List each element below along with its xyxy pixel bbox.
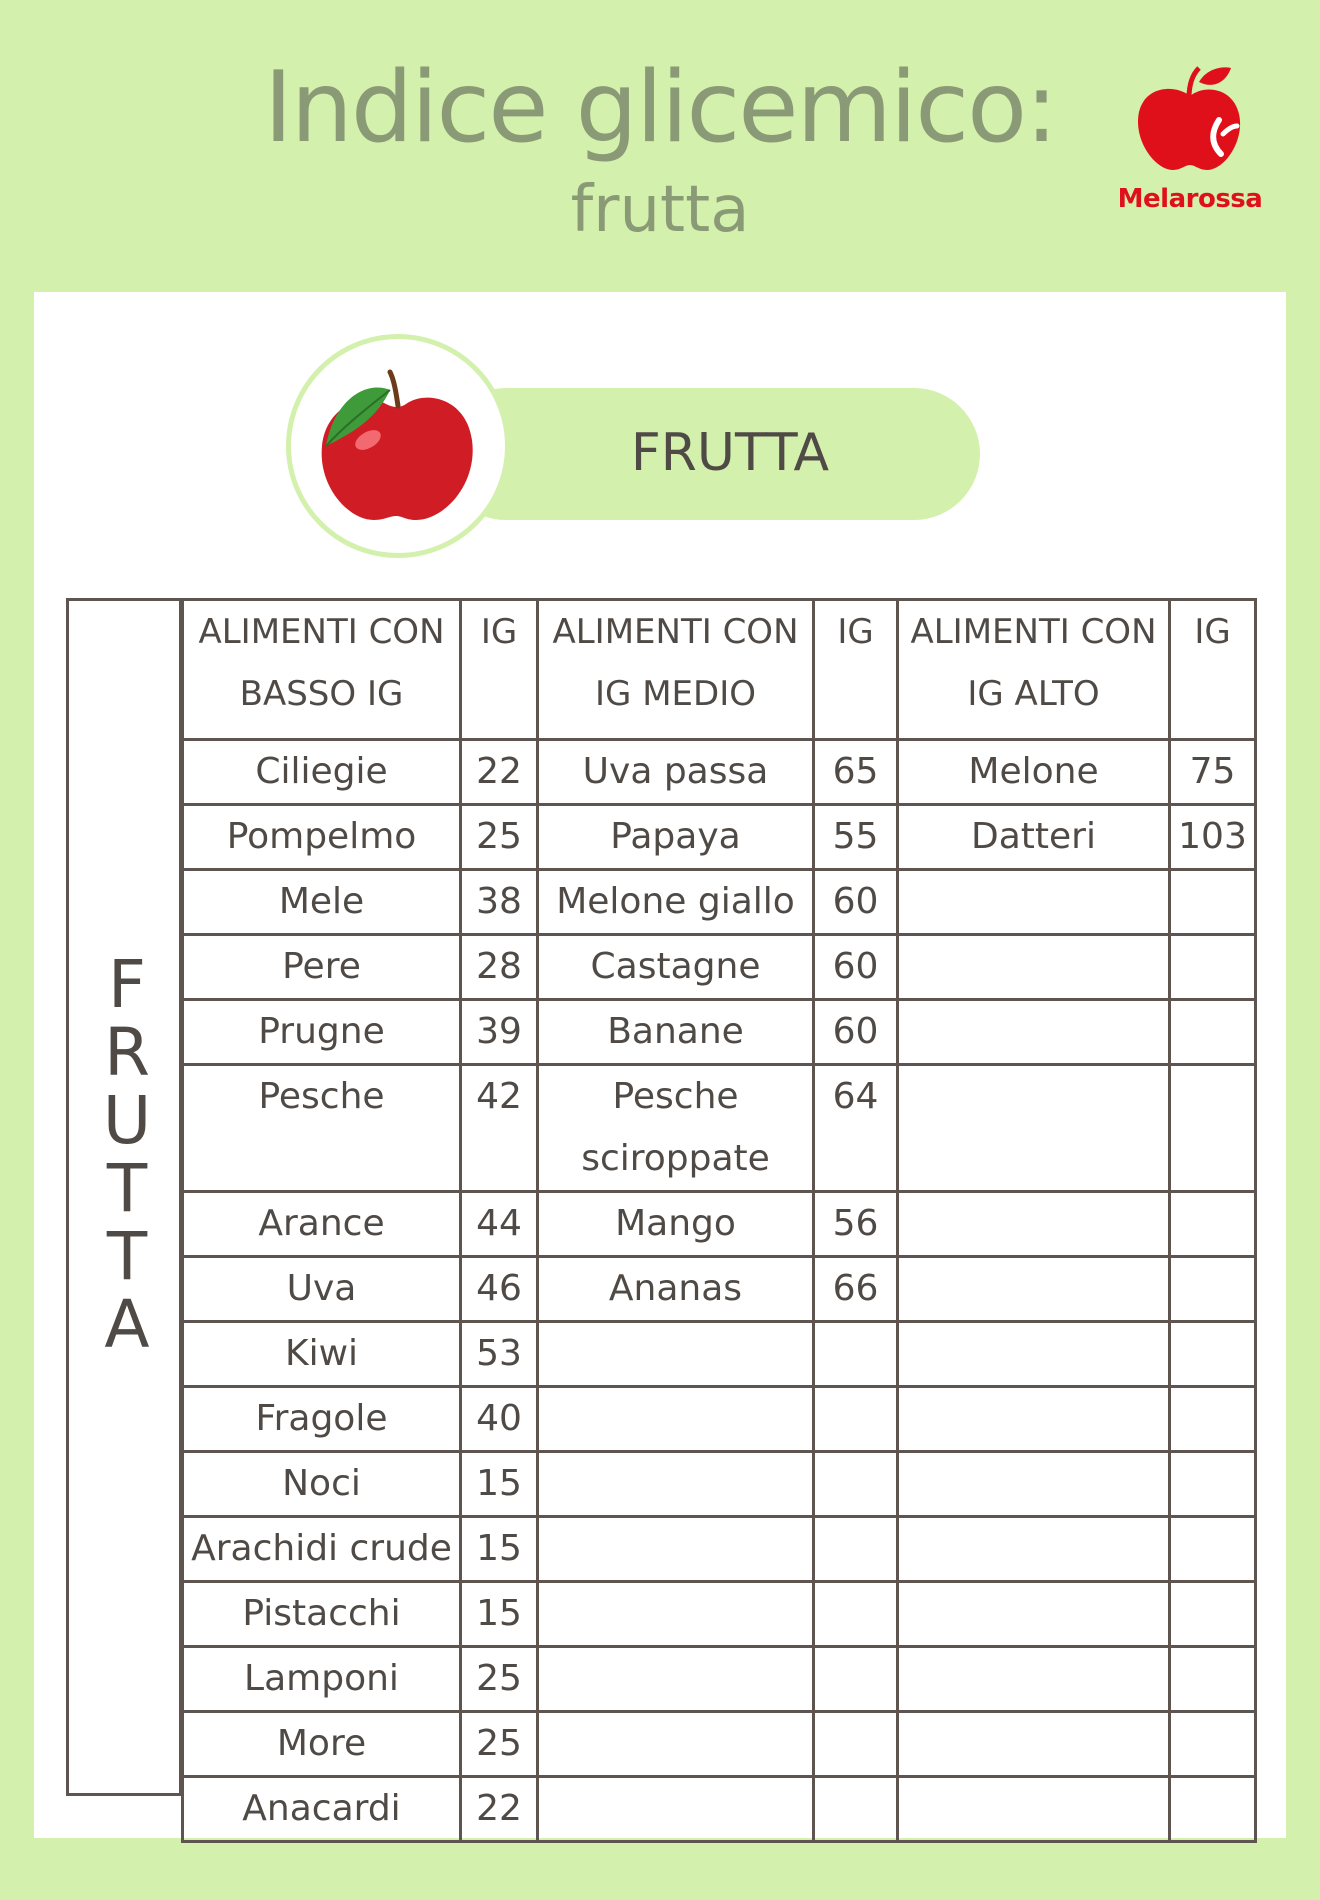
section-title: FRUTTA: [630, 423, 830, 483]
table-header-row: [183, 600, 1256, 740]
cell-high-food: [898, 1582, 1170, 1647]
cell-medium-food: [538, 1712, 814, 1777]
cell-high-ig: [1170, 1712, 1256, 1777]
cell-high-food: [898, 1322, 1170, 1387]
cell-high-food: Datteri: [898, 805, 1170, 870]
brand-name: Melarossa: [1117, 184, 1263, 214]
cell-high-food: [898, 1777, 1170, 1842]
cell-high-food: [898, 1192, 1170, 1257]
cell-medium-food: [538, 1582, 814, 1647]
cell-high-food: Melone: [898, 740, 1170, 805]
cell-medium-ig: 60: [814, 870, 898, 935]
column-header-ig: IG: [461, 600, 538, 740]
cell-low-ig: 25: [461, 1647, 538, 1712]
cell-low-ig: 39: [461, 1000, 538, 1065]
cell-low-food: Pompelmo: [183, 805, 461, 870]
cell-medium-food: [538, 1387, 814, 1452]
cell-low-ig: 25: [461, 805, 538, 870]
cell-high-ig: [1170, 1647, 1256, 1712]
cell-high-ig: [1170, 1387, 1256, 1452]
cell-medium-ig: [814, 1712, 898, 1777]
cell-high-food: [898, 1647, 1170, 1712]
column-header-ig: IG: [814, 600, 898, 740]
brand-logo: [1115, 62, 1265, 222]
cell-low-food: Arachidi crude: [183, 1517, 461, 1582]
cell-medium-ig: [814, 1582, 898, 1647]
cell-medium-food: Uva passa: [538, 740, 814, 805]
table-row: [183, 1582, 1256, 1647]
cell-medium-food: [538, 1517, 814, 1582]
glycemic-index-table: [181, 598, 1257, 1843]
column-header-high: ALIMENTI CON IG ALTO: [898, 600, 1170, 740]
cell-low-ig: 53: [461, 1322, 538, 1387]
table-row: [183, 870, 1256, 935]
cell-medium-food: Pesche sciroppate: [538, 1065, 814, 1192]
cell-medium-food: Melone giallo: [538, 870, 814, 935]
cell-low-food: More: [183, 1712, 461, 1777]
cell-medium-food: Papaya: [538, 805, 814, 870]
cell-high-food: [898, 1712, 1170, 1777]
cell-medium-ig: [814, 1322, 898, 1387]
table-row: [183, 1000, 1256, 1065]
table-body: [183, 740, 1256, 1842]
table-row: [183, 1257, 1256, 1322]
cell-medium-ig: 55: [814, 805, 898, 870]
cell-low-ig: 28: [461, 935, 538, 1000]
table-row: [183, 1387, 1256, 1452]
cell-high-ig: [1170, 870, 1256, 935]
cell-medium-ig: 65: [814, 740, 898, 805]
cell-medium-food: [538, 1777, 814, 1842]
cell-high-food: [898, 1257, 1170, 1322]
cell-medium-ig: 60: [814, 1000, 898, 1065]
cell-low-ig: 38: [461, 870, 538, 935]
cell-low-food: Uva: [183, 1257, 461, 1322]
cell-medium-food: [538, 1452, 814, 1517]
cell-high-ig: [1170, 1777, 1256, 1842]
table-row: [183, 805, 1256, 870]
cell-low-food: Pesche: [183, 1065, 461, 1192]
cell-high-ig: [1170, 935, 1256, 1000]
cell-low-food: Arance: [183, 1192, 461, 1257]
cell-low-ig: 15: [461, 1517, 538, 1582]
cell-medium-ig: [814, 1452, 898, 1517]
cell-medium-ig: 56: [814, 1192, 898, 1257]
cell-medium-ig: [814, 1387, 898, 1452]
cell-medium-ig: [814, 1777, 898, 1842]
cell-low-ig: 15: [461, 1452, 538, 1517]
cell-high-ig: [1170, 1065, 1256, 1192]
cell-low-food: Mele: [183, 870, 461, 935]
cell-high-ig: [1170, 1192, 1256, 1257]
cell-high-food: [898, 1517, 1170, 1582]
cell-medium-ig: 66: [814, 1257, 898, 1322]
cell-high-ig: [1170, 1452, 1256, 1517]
table-row: [183, 1322, 1256, 1387]
cell-high-food: [898, 870, 1170, 935]
red-apple-icon: [306, 360, 486, 540]
cell-high-food: [898, 1387, 1170, 1452]
table-row: [183, 935, 1256, 1000]
cell-low-food: Anacardi: [183, 1777, 461, 1842]
cell-medium-food: Banane: [538, 1000, 814, 1065]
cell-high-food: [898, 1452, 1170, 1517]
cell-medium-food: [538, 1322, 814, 1387]
cell-low-ig: 22: [461, 1777, 538, 1842]
cell-low-food: Noci: [183, 1452, 461, 1517]
cell-high-food: [898, 935, 1170, 1000]
cell-medium-ig: 60: [814, 935, 898, 1000]
table-row: [183, 1065, 1256, 1192]
cell-medium-food: Ananas: [538, 1257, 814, 1322]
cell-high-ig: 75: [1170, 740, 1256, 805]
column-header-ig: IG: [1170, 600, 1256, 740]
category-side-label: [66, 598, 182, 1796]
cell-low-food: Pere: [183, 935, 461, 1000]
cell-medium-ig: 64: [814, 1065, 898, 1192]
table-row: [183, 1777, 1256, 1842]
cell-medium-food: [538, 1647, 814, 1712]
cell-medium-food: Castagne: [538, 935, 814, 1000]
cell-low-ig: 25: [461, 1712, 538, 1777]
cell-low-ig: 46: [461, 1257, 538, 1322]
cell-medium-ig: [814, 1517, 898, 1582]
cell-low-food: Lamponi: [183, 1647, 461, 1712]
table-row: [183, 1452, 1256, 1517]
apple-logo-icon: [1115, 62, 1265, 182]
table-row: [183, 1192, 1256, 1257]
table-row: [183, 1712, 1256, 1777]
cell-low-ig: 40: [461, 1387, 538, 1452]
cell-high-ig: 103: [1170, 805, 1256, 870]
table-row: [183, 740, 1256, 805]
cell-low-ig: 44: [461, 1192, 538, 1257]
cell-high-ig: [1170, 1582, 1256, 1647]
cell-high-ig: [1170, 1517, 1256, 1582]
cell-high-ig: [1170, 1322, 1256, 1387]
category-side-text: F R U T T A: [102, 946, 152, 1363]
cell-low-food: Kiwi: [183, 1322, 461, 1387]
cell-low-food: Pistacchi: [183, 1582, 461, 1647]
cell-high-ig: [1170, 1257, 1256, 1322]
column-header-low: ALIMENTI CON BASSO IG: [183, 600, 461, 740]
column-header-medium: ALIMENTI CON IG MEDIO: [538, 600, 814, 740]
cell-low-ig: 15: [461, 1582, 538, 1647]
cell-low-food: Prugne: [183, 1000, 461, 1065]
cell-low-ig: 42: [461, 1065, 538, 1192]
page-title: Indice glicemico:: [263, 51, 1057, 165]
table-row: [183, 1647, 1256, 1712]
cell-high-ig: [1170, 1000, 1256, 1065]
cell-medium-food: Mango: [538, 1192, 814, 1257]
cell-low-ig: 22: [461, 740, 538, 805]
cell-low-food: Ciliegie: [183, 740, 461, 805]
page-subtitle: frutta: [570, 173, 750, 247]
table-row: [183, 1517, 1256, 1582]
cell-medium-ig: [814, 1647, 898, 1712]
cell-low-food: Fragole: [183, 1387, 461, 1452]
cell-high-food: [898, 1000, 1170, 1065]
cell-high-food: [898, 1065, 1170, 1192]
